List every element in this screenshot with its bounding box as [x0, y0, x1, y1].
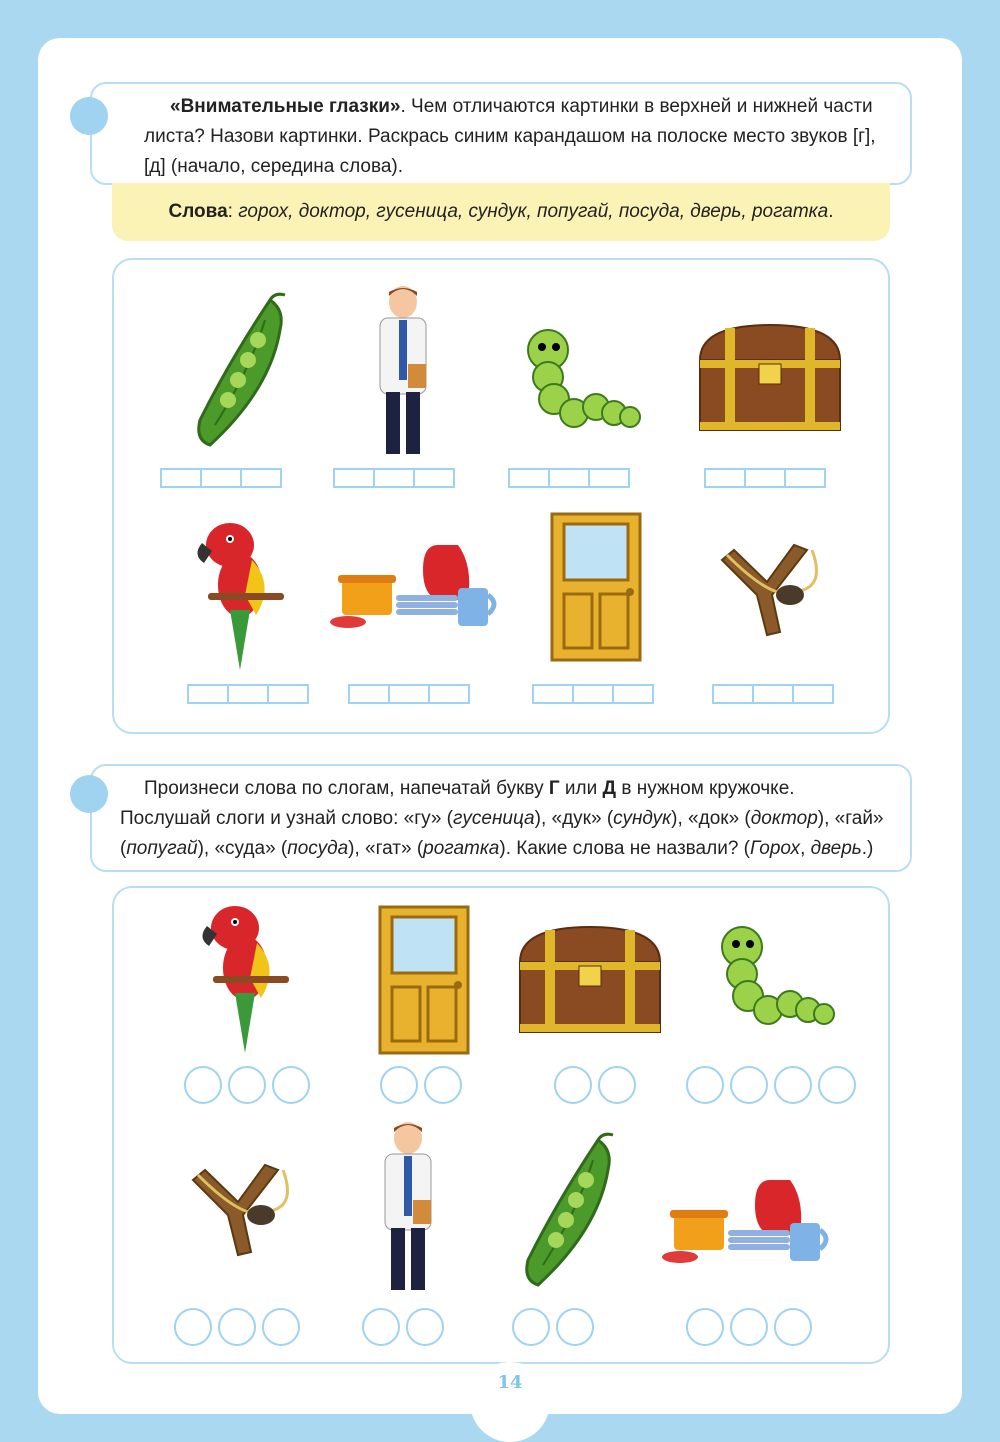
letter-circle[interactable] — [228, 1066, 266, 1104]
words-label: Слова — [168, 201, 228, 222]
strip-cell[interactable] — [267, 684, 309, 704]
strip-cell[interactable] — [588, 468, 630, 488]
slingshot-icon — [712, 540, 832, 640]
sound-strip[interactable] — [333, 468, 453, 488]
letter-circle[interactable] — [362, 1308, 400, 1346]
letter-circle[interactable] — [174, 1308, 212, 1346]
task2-text: , — [800, 838, 811, 859]
task1-title: «Внимательные глазки» — [170, 96, 401, 117]
letter-circle[interactable] — [730, 1066, 768, 1104]
task2-text: ), «дук» ( — [534, 808, 614, 829]
sound-strip[interactable] — [704, 468, 824, 488]
letter-circle[interactable] — [406, 1308, 444, 1346]
letter-circle[interactable] — [818, 1066, 856, 1104]
strip-cell[interactable] — [428, 684, 470, 704]
letter-circle[interactable] — [686, 1308, 724, 1346]
task1-bullet — [70, 97, 108, 135]
task2-text: Произнеси слова по слогам, напечатай букву — [144, 778, 549, 799]
caterpillar-icon — [712, 922, 837, 1032]
strip-cell[interactable] — [373, 468, 415, 488]
letter-circle[interactable] — [272, 1066, 310, 1104]
sound-strip[interactable] — [160, 468, 280, 488]
task2-word: доктор — [750, 808, 818, 829]
task2-word: попугай — [126, 838, 198, 859]
strip-cell[interactable] — [704, 468, 746, 488]
word-list — [112, 183, 890, 241]
letter-circles[interactable] — [686, 1066, 856, 1104]
pea-pod-icon — [518, 1130, 618, 1290]
letter-circles[interactable] — [362, 1308, 444, 1346]
letter-circles[interactable] — [554, 1066, 636, 1104]
treasure-chest-icon — [695, 320, 845, 435]
letter-circle[interactable] — [774, 1066, 812, 1104]
words-list: горох, доктор, гусеница, сундук, попугай, посуда, дверь, рогатка — [238, 201, 829, 222]
parrot-icon — [190, 515, 290, 675]
task2-text: в нужном кружочке. Послушай слоги и узнай слово: «гу» ( — [120, 778, 795, 829]
doctor-icon — [368, 284, 438, 459]
task2-text: ), «гат» ( — [348, 838, 424, 859]
strip-cell[interactable] — [712, 684, 754, 704]
task2-word: рогатка — [423, 838, 500, 859]
letter-circles[interactable] — [380, 1066, 462, 1104]
strip-cell[interactable] — [227, 684, 269, 704]
strip-cell[interactable] — [348, 684, 390, 704]
letter-circles[interactable] — [174, 1308, 300, 1346]
letter-circle[interactable] — [556, 1308, 594, 1346]
task2-word: гусеница — [453, 808, 535, 829]
strip-cell[interactable] — [548, 468, 590, 488]
task2-word: посуда — [287, 838, 349, 859]
words-end: . — [828, 201, 834, 222]
dishes-icon — [328, 540, 500, 635]
letter-circles[interactable] — [184, 1066, 310, 1104]
sound-strip[interactable] — [712, 684, 832, 704]
letter-circles[interactable] — [512, 1308, 594, 1346]
strip-cell[interactable] — [792, 684, 834, 704]
strip-cell[interactable] — [784, 468, 826, 488]
sound-strip[interactable] — [532, 684, 652, 704]
strip-cell[interactable] — [160, 468, 202, 488]
task2-text: ), «док» ( — [671, 808, 751, 829]
strip-cell[interactable] — [572, 684, 614, 704]
letter-circle[interactable] — [380, 1066, 418, 1104]
strip-cell[interactable] — [187, 684, 229, 704]
strip-cell[interactable] — [744, 468, 786, 488]
strip-cell[interactable] — [612, 684, 654, 704]
letter-circle[interactable] — [218, 1308, 256, 1346]
letter-circle[interactable] — [424, 1066, 462, 1104]
pea-pod-icon — [190, 290, 290, 450]
task2-word: дверь — [810, 838, 862, 859]
letter-circle[interactable] — [554, 1066, 592, 1104]
words-colon: : — [227, 201, 239, 222]
parrot-icon — [195, 898, 295, 1058]
page-number: 14 — [497, 1372, 523, 1393]
strip-cell[interactable] — [200, 468, 242, 488]
task2-instructions — [90, 764, 912, 872]
letter-circle[interactable] — [774, 1308, 812, 1346]
letter-circle[interactable] — [598, 1066, 636, 1104]
sound-strip[interactable] — [348, 684, 468, 704]
task2-text: .) — [861, 838, 874, 859]
dishes-icon — [660, 1175, 832, 1270]
treasure-chest-icon — [515, 922, 665, 1037]
strip-cell[interactable] — [413, 468, 455, 488]
caterpillar-icon — [518, 325, 643, 435]
letter-circle[interactable] — [262, 1308, 300, 1346]
letter-circle[interactable] — [730, 1308, 768, 1346]
letter-circle[interactable] — [512, 1308, 550, 1346]
sound-strip[interactable] — [187, 684, 307, 704]
task2-word: сундук — [613, 808, 672, 829]
sound-strip[interactable] — [508, 468, 628, 488]
strip-cell[interactable] — [752, 684, 794, 704]
letter-circle[interactable] — [686, 1066, 724, 1104]
slingshot-icon — [183, 1160, 303, 1260]
task1-text: . Чем отличаются картинки в верхней и нижней части листа? Назови картинки. Раскрась синим карандашом на полоске место звуков [г], [д] (начало, середина слова). — [144, 96, 876, 177]
task2-text: ). Какие слова не назвали? ( — [499, 838, 750, 859]
task2-text: ), «суда» ( — [197, 838, 288, 859]
door-icon — [550, 512, 642, 662]
task2-text: ), «гай» ( — [120, 808, 884, 859]
task1-instructions — [90, 82, 912, 185]
strip-cell[interactable] — [333, 468, 375, 488]
letter-circle[interactable] — [184, 1066, 222, 1104]
strip-cell[interactable] — [532, 684, 574, 704]
letter-g: Г — [548, 778, 560, 799]
doctor-icon — [373, 1120, 443, 1295]
strip-cell[interactable] — [240, 468, 282, 488]
strip-cell[interactable] — [508, 468, 550, 488]
letter-circles[interactable] — [686, 1308, 812, 1346]
task2-bullet — [70, 775, 108, 813]
door-icon — [378, 905, 470, 1055]
task2-word: Горох — [750, 838, 801, 859]
strip-cell[interactable] — [388, 684, 430, 704]
task2-text: или — [559, 778, 603, 799]
page-number-badge — [470, 1362, 550, 1442]
letter-d: Д — [602, 778, 617, 799]
